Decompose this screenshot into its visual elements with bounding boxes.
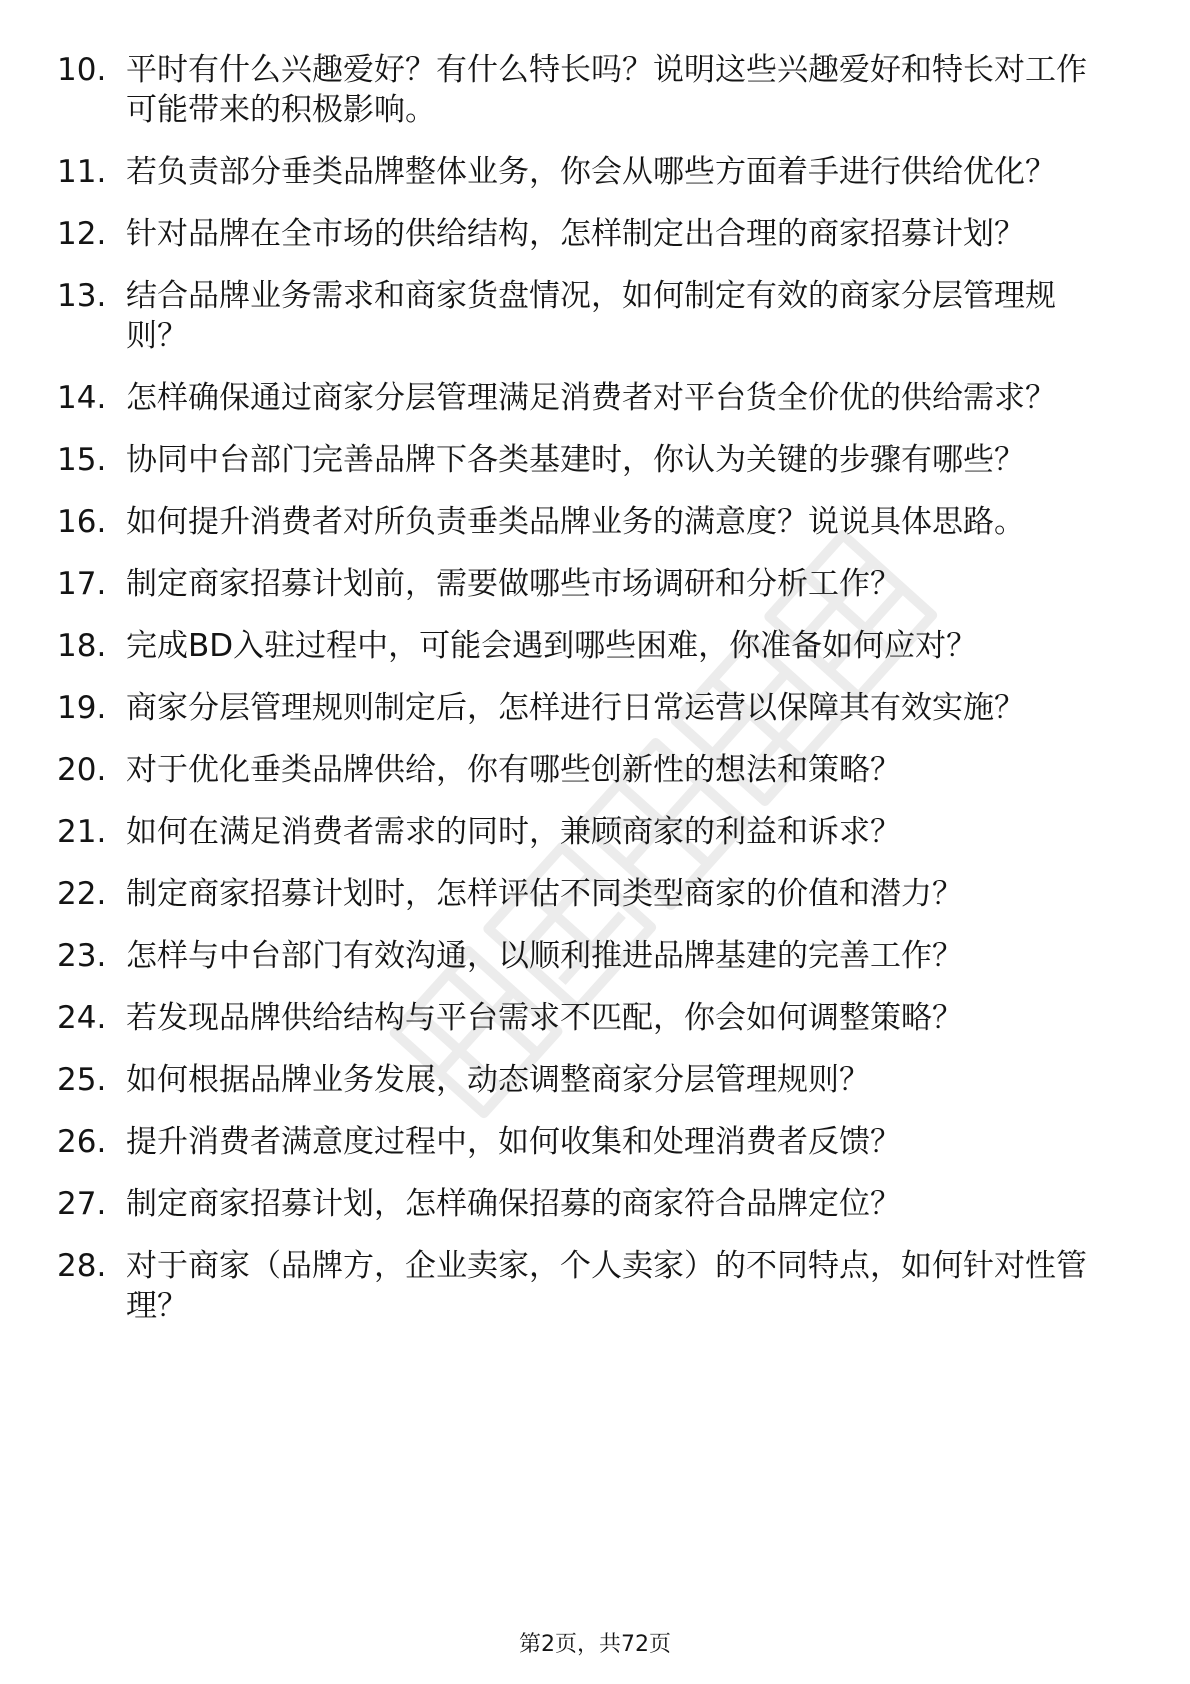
question-text: 结合品牌业务需求和商家货盘情况，如何制定有效的商家分层管理规则？ bbox=[126, 278, 1056, 354]
question-text: 如何根据品牌业务发展，动态调整商家分层管理规则？ bbox=[126, 1062, 870, 1098]
page-number-footer: 第2页，共72页 bbox=[519, 1632, 671, 1657]
question-text: 对于商家（品牌方，企业卖家，个人卖家）的不同特点，如何针对性管理？ bbox=[126, 1248, 1087, 1324]
question-item bbox=[0, 1184, 1190, 1224]
question-number: 11. bbox=[57, 154, 107, 190]
question-number: 23. bbox=[57, 938, 107, 974]
question-item bbox=[0, 214, 1190, 254]
question-item bbox=[0, 1122, 1190, 1162]
question-number: 18. bbox=[57, 628, 107, 664]
question-item bbox=[0, 1060, 1190, 1100]
question-number: 28. bbox=[57, 1248, 107, 1284]
question-item bbox=[0, 276, 1190, 356]
question-number: 24. bbox=[57, 1000, 107, 1036]
question-item bbox=[0, 440, 1190, 480]
question-text: 如何提升消费者对所负责垂类品牌业务的满意度？说说具体思路。 bbox=[126, 504, 1025, 540]
question-number: 26. bbox=[57, 1124, 107, 1160]
question-number: 10. bbox=[57, 52, 107, 88]
question-item bbox=[0, 152, 1190, 192]
question-text: 对于优化垂类品牌供给，你有哪些创新性的想法和策略？ bbox=[126, 752, 901, 788]
question-text: 完成BD入驻过程中，可能会遇到哪些困难，你准备如何应对？ bbox=[126, 628, 978, 664]
question-number: 13. bbox=[57, 278, 107, 314]
question-number: 17. bbox=[57, 566, 107, 602]
question-text: 平时有什么兴趣爱好？有什么特长吗？说明这些兴趣爱好和特长对工作可能带来的积极影响。 bbox=[126, 52, 1087, 128]
question-text: 若负责部分垂类品牌整体业务，你会从哪些方面着手进行供给优化？ bbox=[126, 154, 1056, 190]
question-number: 22. bbox=[57, 876, 107, 912]
question-item bbox=[0, 1246, 1190, 1326]
question-text: 协同中台部门完善品牌下各类基建时，你认为关键的步骤有哪些？ bbox=[126, 442, 1025, 478]
question-text: 制定商家招募计划时，怎样评估不同类型商家的价值和潜力？ bbox=[126, 876, 963, 912]
question-item bbox=[0, 750, 1190, 790]
question-text: 提升消费者满意度过程中，如何收集和处理消费者反馈？ bbox=[126, 1124, 901, 1160]
question-item bbox=[0, 998, 1190, 1038]
question-number: 25. bbox=[57, 1062, 107, 1098]
question-number: 27. bbox=[57, 1186, 107, 1222]
question-item bbox=[0, 812, 1190, 852]
question-item bbox=[0, 936, 1190, 976]
question-number: 16. bbox=[57, 504, 107, 540]
question-item bbox=[0, 50, 1190, 130]
question-text: 怎样确保通过商家分层管理满足消费者对平台货全价优的供给需求？ bbox=[126, 380, 1056, 416]
question-text: 若发现品牌供给结构与平台需求不匹配，你会如何调整策略？ bbox=[126, 1000, 963, 1036]
question-list bbox=[0, 50, 1190, 1348]
question-number: 15. bbox=[57, 442, 107, 478]
question-number: 14. bbox=[57, 380, 107, 416]
question-text: 制定商家招募计划，怎样确保招募的商家符合品牌定位？ bbox=[126, 1186, 901, 1222]
question-number: 20. bbox=[57, 752, 107, 788]
question-text: 制定商家招募计划前，需要做哪些市场调研和分析工作？ bbox=[126, 566, 901, 602]
question-text: 针对品牌在全市场的供给结构，怎样制定出合理的商家招募计划？ bbox=[126, 216, 1025, 252]
question-number: 21. bbox=[57, 814, 107, 850]
question-text: 如何在满足消费者需求的同时，兼顾商家的利益和诉求？ bbox=[126, 814, 901, 850]
question-number: 12. bbox=[57, 216, 107, 252]
question-item bbox=[0, 502, 1190, 542]
question-item bbox=[0, 626, 1190, 666]
question-text: 商家分层管理规则制定后，怎样进行日常运营以保障其有效实施？ bbox=[126, 690, 1025, 726]
question-item bbox=[0, 378, 1190, 418]
question-text: 怎样与中台部门有效沟通，以顺利推进品牌基建的完善工作？ bbox=[126, 938, 963, 974]
question-item bbox=[0, 564, 1190, 604]
question-item bbox=[0, 688, 1190, 728]
question-item bbox=[0, 874, 1190, 914]
question-number: 19. bbox=[57, 690, 107, 726]
